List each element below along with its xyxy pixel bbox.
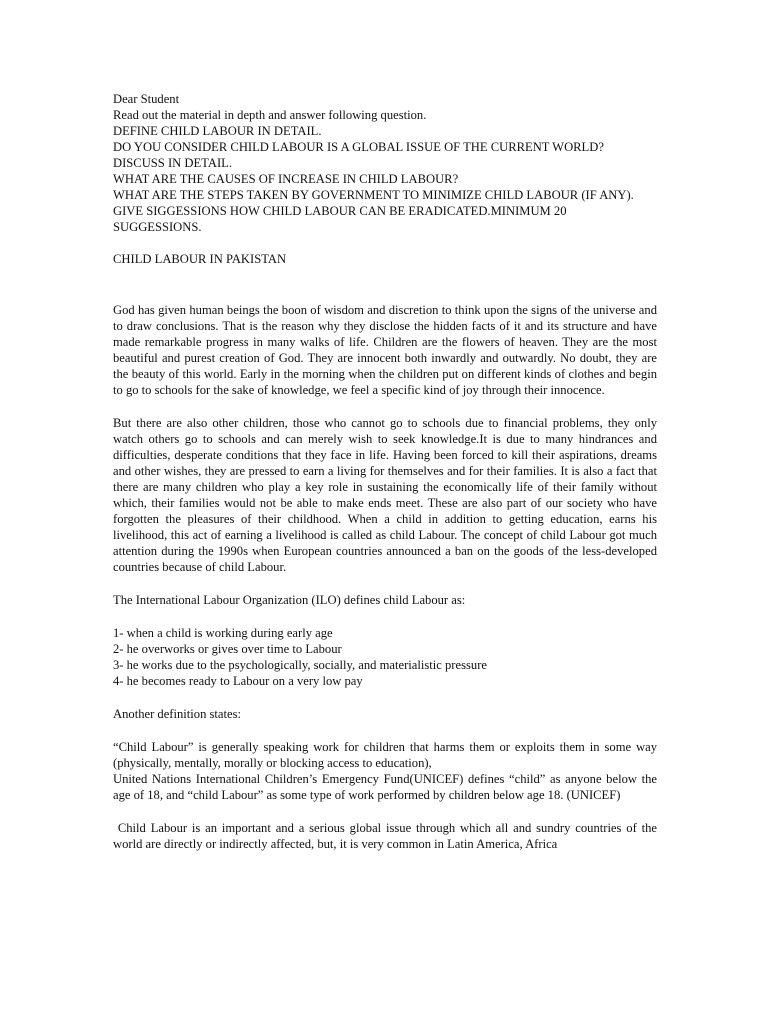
question-3: WHAT ARE THE CAUSES OF INCREASE IN CHILD LABOUR? <box>113 172 459 186</box>
list-item: 3- he works due to the psychologically, socially, and materialistic pressure <box>113 658 487 672</box>
document-body <box>113 91 661 852</box>
paragraph-last: Child Labour is an important and a serious global issue through which all and sundry countries of the world are directly or indirectly affected, but, it is very common in Latin America, Africa <box>113 821 661 851</box>
question-2: DO YOU CONSIDER CHILD LABOUR IS A GLOBAL ISSUE OF THE CURRENT WORLD? DISCUSS IN DETAIL. <box>113 140 604 170</box>
unicef-definition: United Nations International Children’s Emergency Fund(UNICEF) defines “child” as anyone below the age of 18, and “child Labour” as some type of work performed by children below age 18. (UNICEF) <box>113 772 657 802</box>
question-1: DEFINE CHILD LABOUR IN DETAIL. <box>113 124 322 138</box>
paragraph-1: God has given human beings the boon of wisdom and discretion to think upon the signs of the universe and to draw conclusions. That is the reason why they disclose the hidden facts of it and its structure and have made remarkable progress in many walks of life. Children are the flowers of heaven. They are the most beautiful and purest creation of God. They are innocent both inwardly and outwardly. No doubt, they are the beauty of this world. Early in the morning when the children put on different kinds of clothes and begin to go to schools for the sake of knowledge, we feel a specific kind of joy through their innocence. <box>113 303 657 397</box>
list-item: 4- he becomes ready to Labour on a very low pay <box>113 674 363 688</box>
list-item: 2- he overworks or gives over time to Labour <box>113 642 342 656</box>
question-5: GIVE SIGGESSIONS HOW CHILD LABOUR CAN BE ERADICATED.MINIMUM 20 SUGGESSIONS. <box>113 204 567 234</box>
paragraph-2: But there are also other children, those who cannot go to schools due to financial problems, they only watch others go to schools and can merely wish to seek knowledge.It is due to many hindrances and difficulties, desperate conditions that they face in life. Having been forced to kill their aspirations, dreams and other wishes, they are pressed to earn a living for themselves and for their families. It is also a fact that there are many children who play a key role in sustaining the economically life of their family without which, their families would not be able to make ends meet. These are also part of our society who have forgotten the pleasures of their childhood. When a child in addition to getting education, earns his livelihood, this act of earning a livelihood is called as child Labour. The concept of child Labour got much attention during the 1990s when European countries announced a ban on the goods of the less-developed countries because of child Labour. <box>113 416 657 574</box>
ilo-intro: The International Labour Organization (ILO) defines child Labour as: <box>113 593 466 607</box>
instruction-line: Read out the material in depth and answer following question. <box>113 108 427 122</box>
question-4: WHAT ARE THE STEPS TAKEN BY GOVERNMENT TO MINIMIZE CHILD LABOUR (IF ANY). <box>113 188 634 202</box>
quote-definition: “Child Labour” is generally speaking work for children that harms them or exploits them in some way (physically, mentally, morally or blocking access to education), <box>113 740 657 770</box>
salutation: Dear Student <box>113 92 180 106</box>
another-definition-label: Another definition states: <box>113 707 242 721</box>
document-heading: CHILD LABOUR IN PAKISTAN <box>113 252 287 266</box>
ilo-definition-list <box>113 625 657 689</box>
instructions-block <box>113 91 657 235</box>
list-item: 1- when a child is working during early age <box>113 626 333 640</box>
